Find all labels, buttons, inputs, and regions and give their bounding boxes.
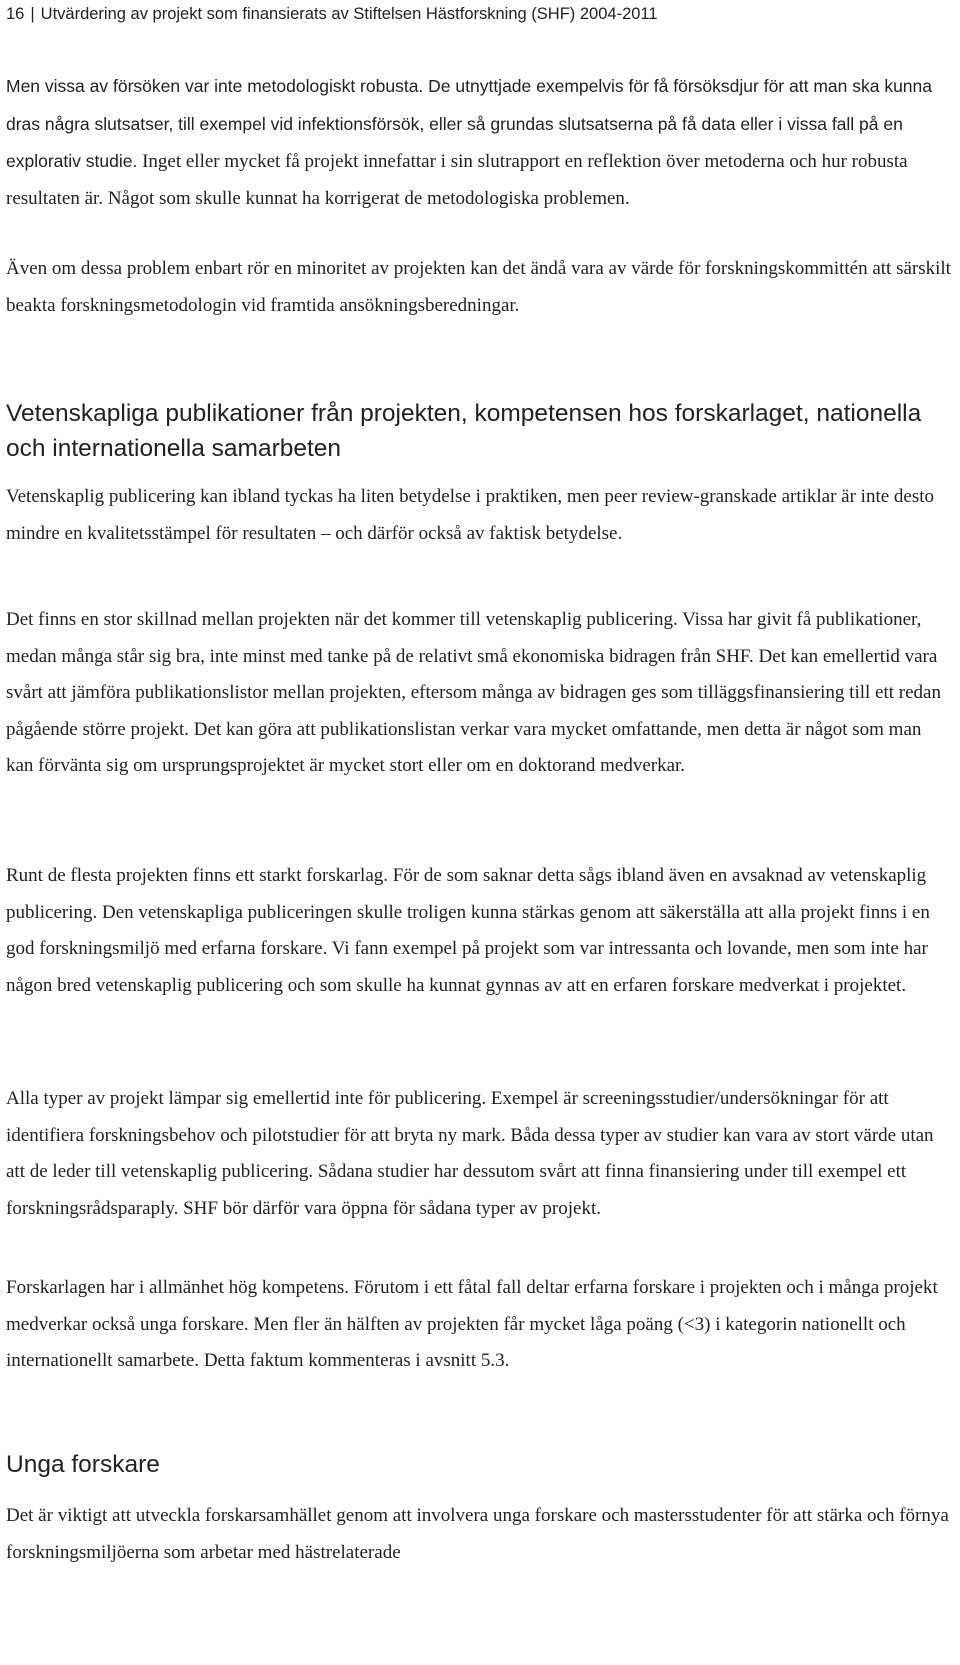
paragraph: Även om dessa problem enbart rör en minoritet av projekten kan det ändå vara av värde för forskningskommittén att särskilt beakta forskningsmetodologin vid framtida ansökningsberedningar. [6,258,951,316]
section-heading: Vetenskapliga publikationer från projekten, kompetensen hos forskarlaget, nationella och internationella samarbeten [6,400,922,462]
header-separator: | [30,5,35,23]
paragraph: Forskarlagen har i allmänhet hög kompetens. Förutom i ett fåtal fall deltar erfarna forskare i projekten och i många projekt medverkar också unga forskare. Men fler än hälften av projekten får mycket låga poäng (<3) i kategorin nationellt och internationellt samarbete. Detta faktum kommenteras i avsnitt 5.3. [6,1277,938,1371]
paragraph: Alla typer av projekt lämpar sig emellertid inte för publicering. Exempel är screeningsstudier/undersökningar för att identifiera forskningsbehov och pilotstudier för att bryta ny mark. Båda dessa typer av studier kan vara av stort värde utan att de leder till vetenskaplig publicering. Sådana studier har dessutom svårt att finna finansiering under till exempel ett forskningsrådsparaply. SHF bör därför vara öppna för sådana typer av projekt. [6,1088,934,1219]
paragraph: Det finns en stor skillnad mellan projekten när det kommer till vetenskaplig publicering. Vissa har givit få publikationer, medan många står sig bra, inte minst med tanke på de relativt små ekonomiska bidragen från SHF. Det kan emellertid vara svårt att jämföra publikationslistor mellan projekten, eftersom många av bidragen ges som tilläggsfinansiering till ett redan pågående större projekt. Det kan göra att publikationslistan verkar vara mycket omfattande, men detta är något som man kan förvänta sig om ursprungsprojektet är mycket stort eller om en doktorand medverkar. [6,609,941,776]
page-number: 16 [6,5,25,23]
section-heading: Unga forskare [6,1451,160,1478]
intro-paragraph [6,68,952,217]
intro-paragraph-sans-part: Men vissa av försöken var inte metodologiskt robusta. De utnyttjade exempelvis för få försöksdjur för att man ska kunna dras några slutsatser, till exempel vid infektionsförsök, eller så grundas slutsatserna på få data eller i vissa fall på en explorativ studie. [6,76,932,171]
paragraph: Det är viktigt att utveckla forskarsamhället genom att involvera unga forskare och mastersstudenter för att stärka och förnya forskningsmiljöerna som arbetar med hästrelaterade [6,1505,949,1563]
paragraph: Runt de flesta projekten finns ett starkt forskarlag. För de som saknar detta sågs ibland även en avsaknad av vetenskaplig publicering. Den vetenskapliga publiceringen skulle troligen kunna stärkas genom att säkerställa att alla projekt finns i en god forskningsmiljö med erfarna forskare. Vi fann exempel på projekt som var intressanta och lovande, men som inte har någon bred vetenskaplig publicering och som skulle ha kunnat gynnas av att en erfaren forskare medverkat i projektet. [6,865,930,996]
paragraph: Vetenskaplig publicering kan ibland tyckas ha liten betydelse i praktiken, men peer review-granskade artiklar är inte desto mindre en kvalitetsstämpel för resultaten – och därför också av faktisk betydelse. [6,486,935,544]
intro-paragraph-serif-part: Inget eller mycket få projekt innefattar i sin slutrapport en reflektion över metoderna och hur robusta resultaten är. Något som skulle kunnat ha korrigerat de metodologiska problemen. [6,151,908,209]
running-title: Utvärdering av projekt som finansierats av Stiftelsen Hästforskning (SHF) 2004-2011 [40,5,658,23]
running-header [6,3,658,25]
